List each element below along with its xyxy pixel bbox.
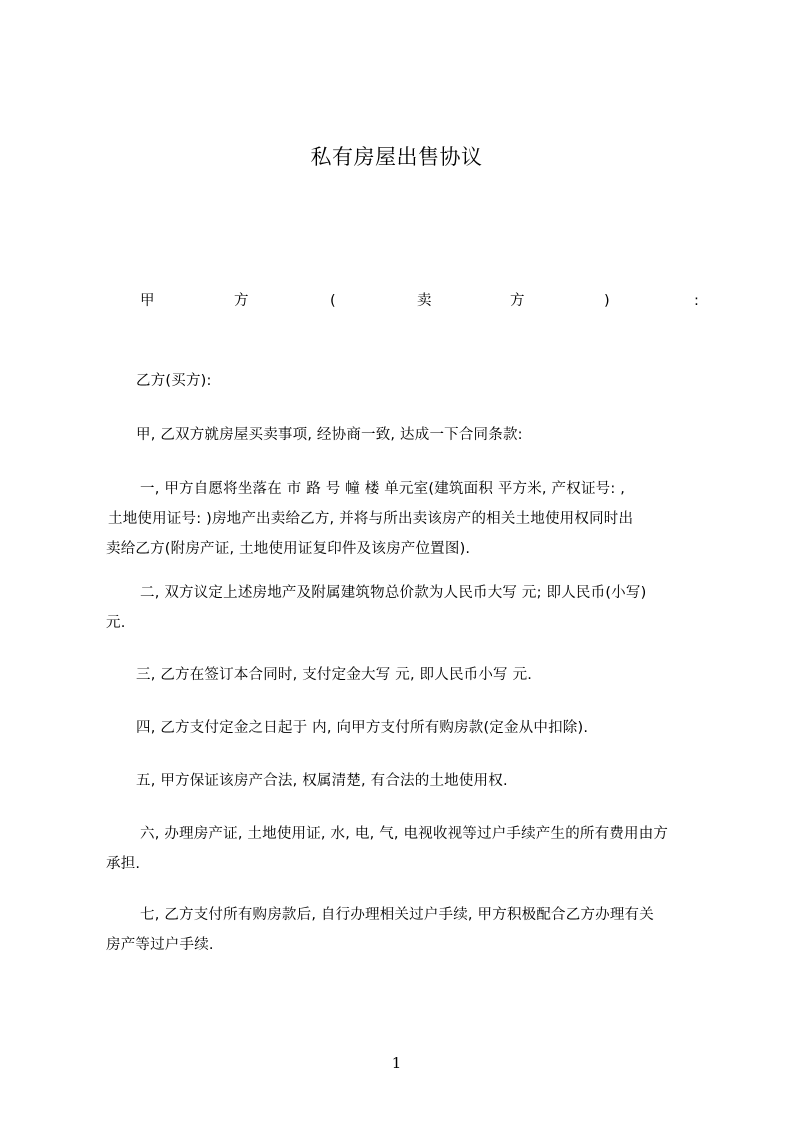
party-a-char: ( [330,293,336,309]
clause-7-line: 七, 乙方支付所有购房款后, 自行办理相关过户手续, 甲方积极配合乙方办理有关 [140,907,654,923]
document-title: 私有房屋出售协议 [310,145,483,169]
clause-2 [106,578,700,638]
party-a-char: : [694,293,699,309]
clause-1-line: 卖给乙方(附房产证, 土地使用证复印件及该房产位置图). [106,541,471,557]
party-a-char: ) [604,293,610,309]
page-number: 1 [391,1054,402,1072]
intro-paragraph: 甲, 乙双方就房屋买卖事项, 经协商一致, 达成一下合同条款: [136,427,523,443]
clause-7 [106,900,700,960]
clause-6-line: 六, 办理房产证, 土地使用证, 水, 电, 气, 电视收视等过户手续产生的所有费用由方 [140,826,669,842]
party-a-char: 卖 [417,293,432,309]
party-a-line [0,286,793,316]
party-a-char: 方 [510,293,525,309]
clause-6-line: 承担. [106,856,141,872]
clause-4: 四, 乙方支付定金之日起于 内, 向甲方支付所有购房款(定金从中扣除). [136,720,589,736]
party-a-char: 方 [234,293,249,309]
clause-3: 三, 乙方在签订本合同时, 支付定金大写 元, 即人民币小写 元. [136,667,533,683]
party-b-line: 乙方(买方): [136,373,212,389]
clause-5: 五, 甲方保证该房产合法, 权属清楚, 有合法的土地使用权. [136,773,508,789]
clause-1-line: 土地使用证号: )房地产出卖给乙方, 并将与所出卖该房产的相关土地使用权同时出 [108,511,634,527]
party-a-char: 甲 [140,293,155,309]
clause-7-line: 房产等过户手续. [106,937,214,953]
clause-1-line: 一, 甲方自愿将坐落在 市 路 号 幢 楼 单元室(建筑面积 平方米, 产权证号: , [140,481,626,497]
clause-2-line: 元. [106,615,126,631]
clause-6 [106,819,700,879]
clause-2-line: 二, 双方议定上述房地产及附属建筑物总价款为人民币大写 元; 即人民币(小写) [140,585,647,601]
clause-1 [106,474,700,564]
